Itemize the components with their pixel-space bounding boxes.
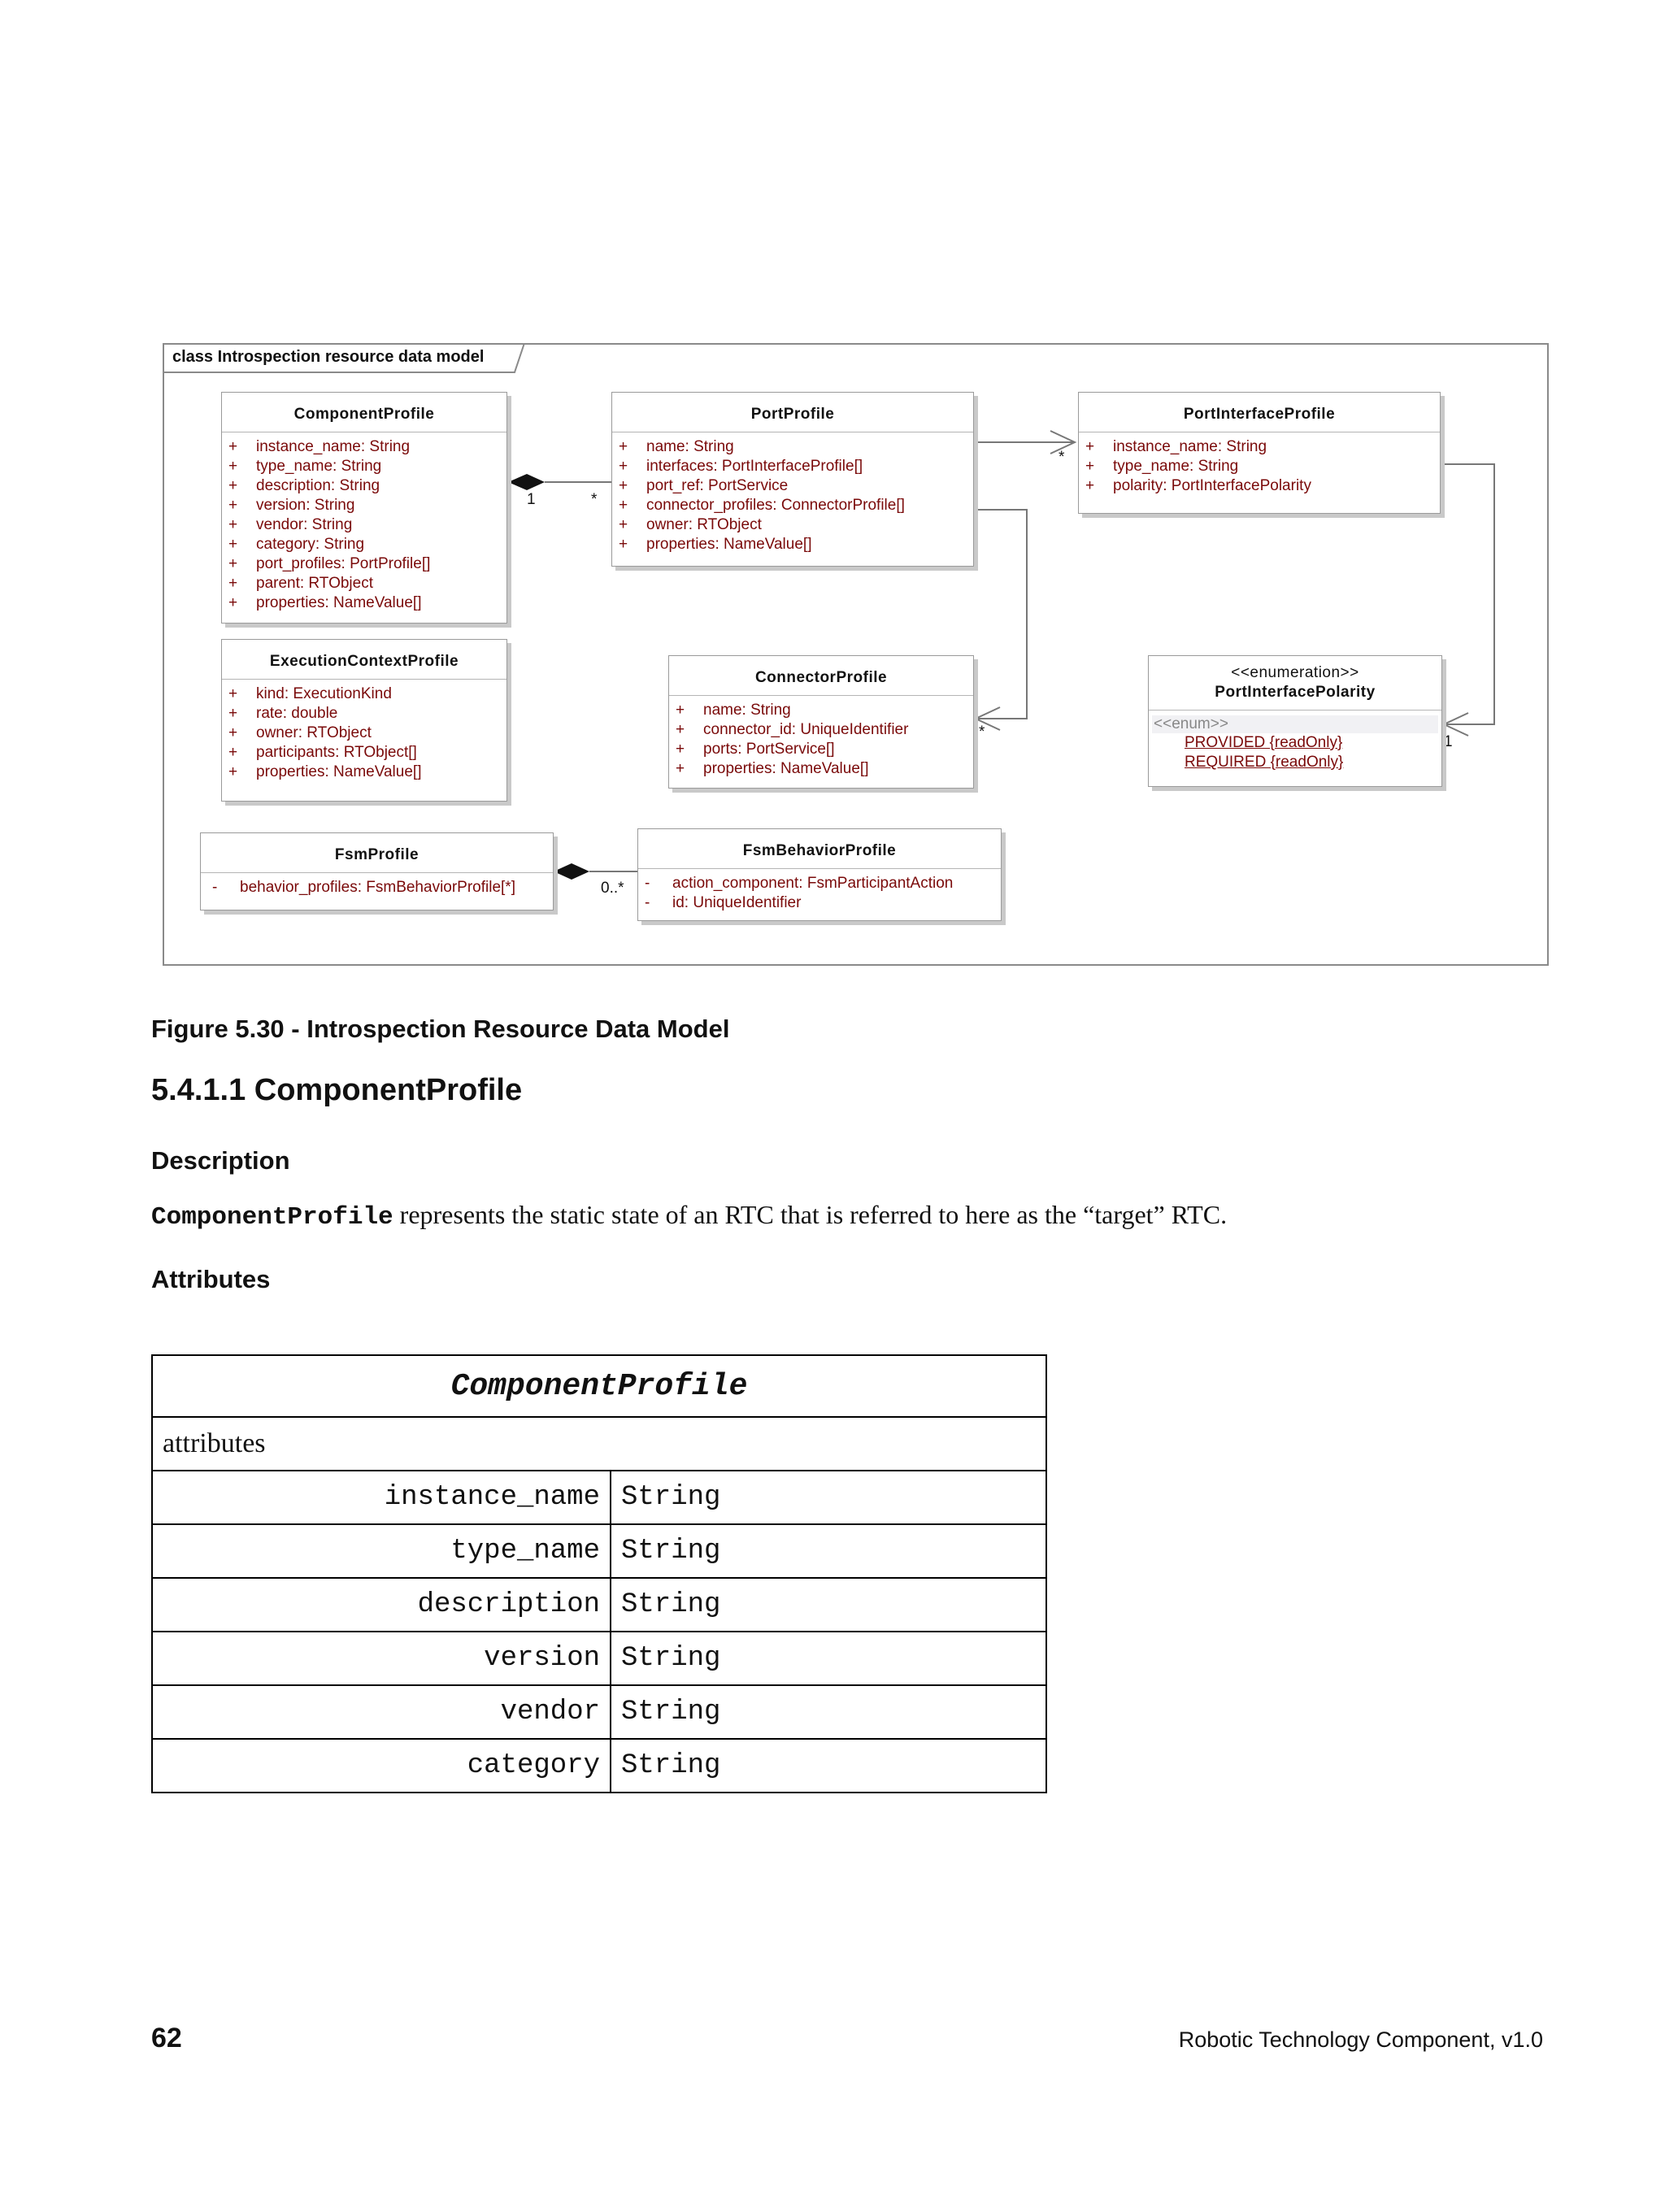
class-attribute: + vendor: String bbox=[228, 516, 353, 533]
association-port-connector bbox=[974, 510, 1027, 719]
attributes-heading: Attributes bbox=[151, 1265, 271, 1293]
attribute-type-cell: String bbox=[611, 1471, 1046, 1524]
class-attribute: + properties: NameValue[] bbox=[228, 594, 422, 611]
attribute-type-cell: String bbox=[611, 1632, 1046, 1685]
attribute-name-cell: vendor bbox=[152, 1685, 611, 1739]
class-attribute: - behavior_profiles: FsmBehaviorProfile[*] bbox=[212, 879, 515, 896]
class-attribute: + version: String bbox=[228, 497, 355, 514]
class-attribute: + instance_name: String bbox=[1085, 438, 1267, 455]
page-number: 62 bbox=[151, 2023, 182, 2053]
class-execution-context-profile bbox=[221, 639, 507, 802]
class-connector-profile bbox=[668, 655, 974, 789]
multiplicity-label: * bbox=[1059, 449, 1065, 466]
class-attribute: + rate: double bbox=[228, 705, 338, 722]
class-attribute: + type_name: String bbox=[228, 458, 382, 475]
multiplicity-label: 1 bbox=[1444, 733, 1453, 750]
frame-label: class Introspection resource data model bbox=[172, 348, 485, 366]
attribute-type-cell: String bbox=[611, 1685, 1046, 1739]
class-port-interface-profile bbox=[1078, 392, 1441, 514]
class-name: ConnectorProfile bbox=[669, 656, 973, 696]
attributes-table bbox=[151, 1354, 1047, 1793]
class-attribute: + properties: NameValue[] bbox=[619, 536, 812, 553]
class-fsm-profile bbox=[200, 832, 554, 910]
class-attribute: + name: String bbox=[619, 438, 734, 455]
class-attribute: + instance_name: String bbox=[228, 438, 411, 455]
composition-diamond bbox=[508, 474, 545, 490]
attribute-name-cell: category bbox=[152, 1739, 611, 1793]
association-interface-polarity bbox=[1441, 464, 1494, 724]
running-footer: Robotic Technology Component, v1.0 bbox=[1178, 2027, 1543, 2052]
multiplicity-label: * bbox=[979, 724, 985, 741]
enum-literal: REQUIRED {readOnly} bbox=[1185, 754, 1344, 771]
attribute-type-cell: String bbox=[611, 1524, 1046, 1578]
class-attribute: + interfaces: PortInterfaceProfile[] bbox=[619, 458, 863, 475]
attribute-name-cell: instance_name bbox=[152, 1471, 611, 1524]
table-row bbox=[152, 1471, 1046, 1524]
attribute-type-cell: String bbox=[611, 1578, 1046, 1632]
table-row bbox=[152, 1685, 1046, 1739]
enum-port-interface-polarity bbox=[1148, 655, 1442, 787]
class-attribute: + port_ref: PortService bbox=[619, 477, 789, 494]
class-attribute: + owner: RTObject bbox=[619, 516, 762, 533]
multiplicity-label: * bbox=[591, 491, 598, 508]
description-paragraph bbox=[151, 1200, 1227, 1232]
class-attribute: + connector_profiles: ConnectorProfile[] bbox=[619, 497, 905, 514]
class-component-profile bbox=[221, 392, 507, 624]
class-fsm-behavior-profile bbox=[637, 828, 1002, 921]
enum-literal: PROVIDED {readOnly} bbox=[1185, 734, 1343, 751]
class-attribute: + properties: NameValue[] bbox=[676, 760, 869, 777]
class-attribute: + category: String bbox=[228, 536, 365, 553]
composition-diamond bbox=[554, 863, 589, 880]
section-heading: 5.4.1.1 ComponentProfile bbox=[151, 1073, 523, 1107]
table-section-label: attributes bbox=[152, 1417, 1046, 1471]
table-row bbox=[152, 1578, 1046, 1632]
table-row bbox=[152, 1739, 1046, 1793]
class-name: ComponentProfile bbox=[222, 393, 506, 432]
class-name: FsmProfile bbox=[201, 833, 553, 873]
class-attribute: + ports: PortService[] bbox=[676, 741, 835, 758]
class-attribute: + owner: RTObject bbox=[228, 724, 372, 741]
class-name: ExecutionContextProfile bbox=[222, 640, 506, 680]
table-row bbox=[152, 1524, 1046, 1578]
description-heading: Description bbox=[151, 1146, 290, 1175]
class-name: PortInterfacePolarity bbox=[1215, 684, 1376, 701]
class-attribute: - action_component: FsmParticipantAction bbox=[645, 875, 954, 892]
table-title: ComponentProfile bbox=[152, 1355, 1046, 1417]
attribute-name-cell: version bbox=[152, 1632, 611, 1685]
enum-compartment-label: <<enum>> bbox=[1152, 715, 1438, 733]
class-port-profile bbox=[611, 392, 974, 567]
class-attribute: + kind: ExecutionKind bbox=[228, 685, 392, 702]
class-attribute: + name: String bbox=[676, 702, 791, 719]
class-attribute: + parent: RTObject bbox=[228, 575, 373, 592]
enum-stereotype: <<enumeration>> bbox=[1231, 664, 1359, 681]
class-attribute: + connector_id: UniqueIdentifier bbox=[676, 721, 909, 738]
figure-caption: Figure 5.30 - Introspection Resource Data Model bbox=[151, 1015, 730, 1043]
class-attribute: + properties: NameValue[] bbox=[228, 763, 422, 780]
class-attribute: + participants: RTObject[] bbox=[228, 744, 417, 761]
attribute-type-cell: String bbox=[611, 1739, 1046, 1793]
class-name: PortInterfaceProfile bbox=[1079, 393, 1440, 432]
class-attribute: + port_profiles: PortProfile[] bbox=[228, 555, 431, 572]
class-name: FsmBehaviorProfile bbox=[638, 829, 1001, 869]
attribute-name-cell: type_name bbox=[152, 1524, 611, 1578]
class-attribute: + description: String bbox=[228, 477, 380, 494]
class-name: PortProfile bbox=[612, 393, 973, 432]
class-attribute: - id: UniqueIdentifier bbox=[645, 894, 802, 911]
class-attribute: + type_name: String bbox=[1085, 458, 1239, 475]
class-attribute: + polarity: PortInterfacePolarity bbox=[1085, 477, 1311, 494]
attribute-name-cell: description bbox=[152, 1578, 611, 1632]
multiplicity-label: 1 bbox=[527, 491, 536, 508]
description-text: represents the static state of an RTC that is referred to here as the “target” RTC. bbox=[393, 1200, 1228, 1229]
multiplicity-label: 0..* bbox=[601, 880, 624, 897]
table-row bbox=[152, 1632, 1046, 1685]
code-term: ComponentProfile bbox=[151, 1203, 393, 1232]
